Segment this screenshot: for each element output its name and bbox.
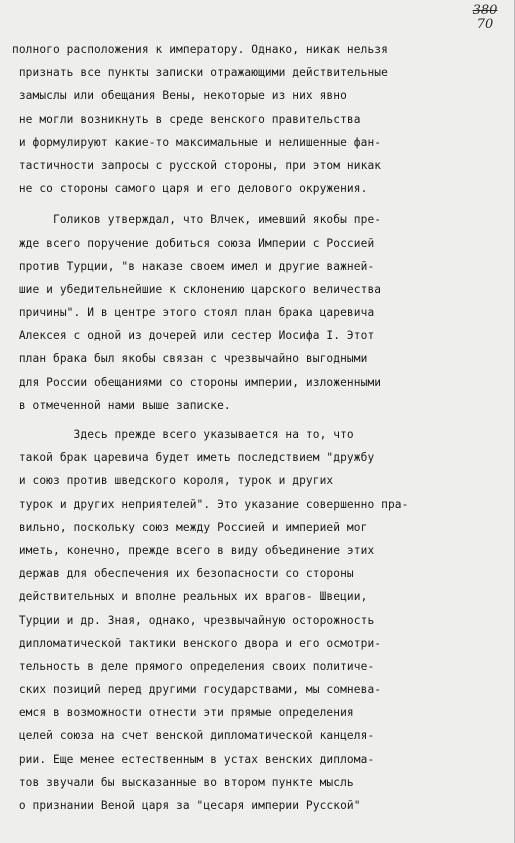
text-line: в отмеченной нами выше записке. <box>12 398 231 412</box>
text-line: полного расположения к императору. Однако, никак нельзя <box>12 43 388 56</box>
page-number <box>464 4 506 32</box>
typewritten-text <box>12 38 502 817</box>
text-line: шие и убедительнейшие к склонению царского величества <box>12 282 382 296</box>
text-line: признать все пункты записки отражающими действительные <box>12 66 388 80</box>
text-line: причины". И в центре этого стоял план брака царевича <box>12 306 375 320</box>
text-line: ских позиций перед другими государствами, мы сомнева- <box>12 683 382 697</box>
text-line: для России обещаниями со стороны империи, изложенными <box>12 375 382 389</box>
text-line: не со стороны самого царя и его делового окружения. <box>12 182 368 196</box>
text-line: против Турции, "в наказе своем имел и другие важней- <box>12 259 375 273</box>
page-number-current: 70 <box>476 17 494 32</box>
text-line: такой брак царевича будет иметь последствием "дружбу <box>12 451 375 465</box>
text-line: тастичности запросы с русской стороны, при этом никак <box>12 158 382 172</box>
page-number-struck: 380 <box>472 3 498 18</box>
text-line: замыслы или обещания Вены, некоторые из них явно <box>12 89 347 103</box>
text-line: рии. Еще менее естественным в устах венских диплома- <box>12 752 375 766</box>
text-line: о признании Веной царя за "цесаря империи Русской" <box>12 799 361 812</box>
text-line: емся в возможности отнести эти прямые определения <box>12 706 354 720</box>
text-line: вильно, поскольку союз между Россией и империей мог <box>12 520 368 534</box>
text-line: Турции и др. Зная, однако, чрезвычайную осторожность <box>12 613 375 627</box>
text-line: Алексея с одной из дочерей или сестер Иосифа I. Этот <box>12 329 375 343</box>
text-line: и формулируют какие-то максимальные и нелишенные фан- <box>12 135 382 149</box>
text-line: целей союза на счет венской дипломатической канцеля- <box>12 729 375 743</box>
text-line: не могли возникнуть в среде венского правительства <box>12 112 361 126</box>
text-line: турок и других неприятелей". Это указание совершенно пра- <box>12 497 409 511</box>
text-line: Здесь прежде всего указывается на то, что <box>12 428 354 441</box>
text-line: тельность в деле прямого определения своих политиче- <box>12 659 375 673</box>
text-line: Голиков утверждал, что Влчек, имевший якобы пре- <box>12 213 382 227</box>
text-line: жде всего поручение добиться союза Империи с Россией <box>12 236 375 250</box>
text-line: дипломатической тактики венского двора и его осмотри- <box>12 636 382 650</box>
text-line: тов звучали бы высказанные во втором пункте мысль <box>12 775 354 789</box>
text-line: и союз против шведского короля, турок и других <box>12 474 334 488</box>
text-line: действительных и вполне реальных их врагов- Швеции, <box>12 590 368 604</box>
text-line: иметь, конечно, прежде всего в виду объединение этих <box>12 543 375 557</box>
text-line: держав для обеспечения их безопасности со стороны <box>12 567 354 581</box>
text-line: план брака был якобы связан с чрезвычайно выгодными <box>12 352 368 366</box>
